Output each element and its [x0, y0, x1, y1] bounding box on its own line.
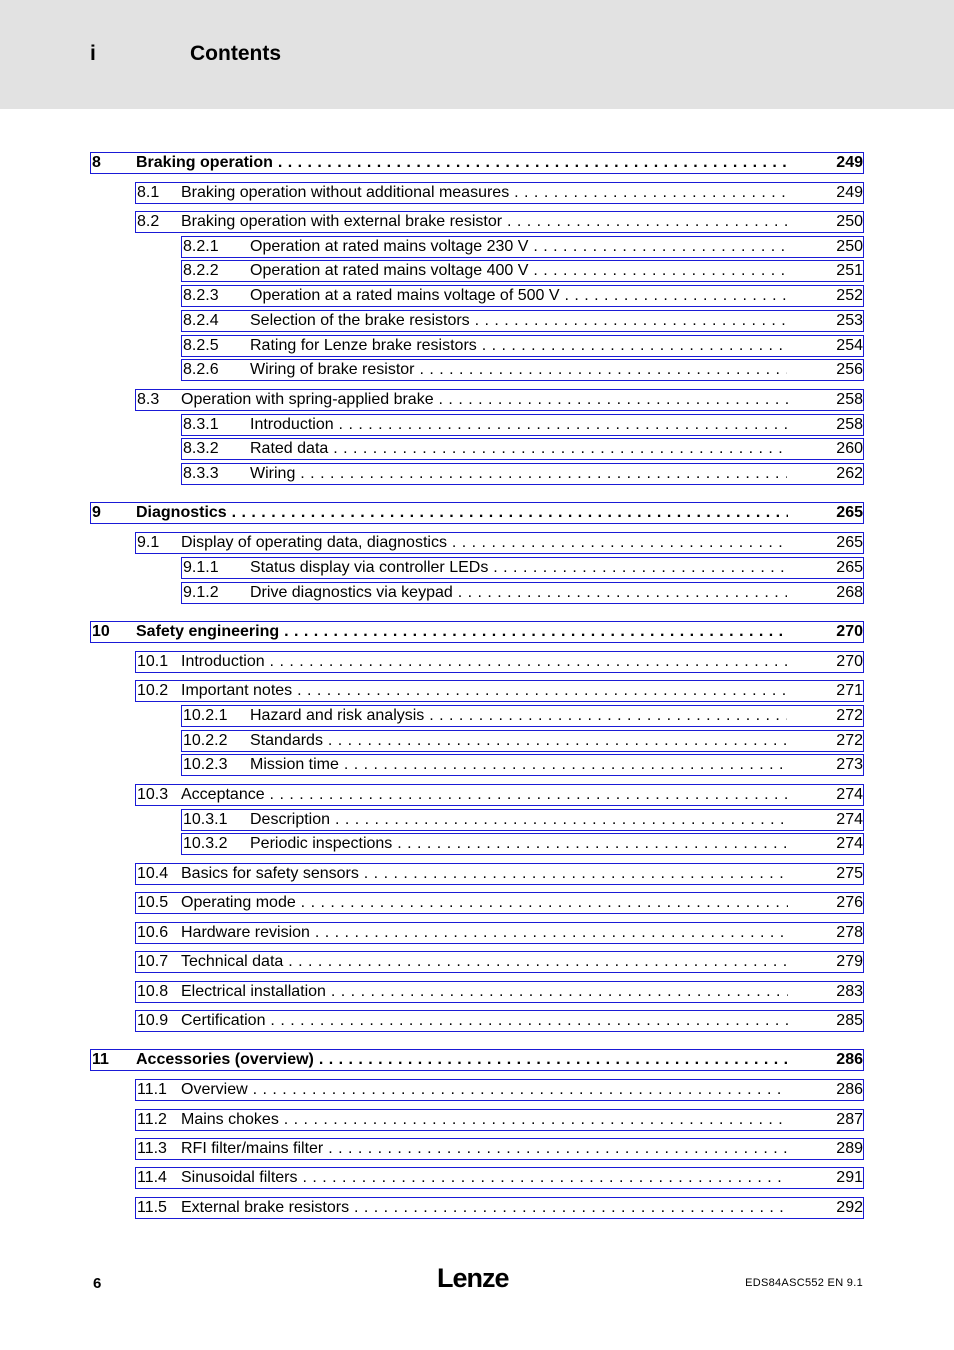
- toc-entry-page: 291: [836, 1169, 863, 1186]
- toc-entry-8-1[interactable]: [135, 182, 864, 204]
- toc-entry-number: 11.4: [137, 1169, 167, 1186]
- toc-entry-number: 10.3.2: [183, 835, 228, 852]
- toc-entry-title: Overview . . .: [181, 1080, 788, 1100]
- toc-entry-page: 272: [836, 707, 863, 724]
- toc-entry-title: Hazard and risk analysis . . .: [250, 706, 787, 726]
- toc-entry-page: 249: [836, 184, 863, 201]
- toc-entry-page: 254: [836, 337, 863, 354]
- toc-entry-title: Display of operating data, diagnostics . . .: [181, 533, 788, 553]
- toc-entry-page: 287: [836, 1111, 863, 1128]
- toc-entry-number: 10.2.3: [183, 756, 228, 773]
- toc-entry-page: 286: [836, 1051, 863, 1068]
- document-id: EDS84ASC552 EN 9.1: [745, 1277, 863, 1289]
- toc-entry-title: Description . . .: [250, 810, 787, 830]
- toc-entry-page: 256: [836, 361, 863, 378]
- toc-entry-page: 265: [836, 504, 863, 521]
- toc-entry-9-1-2[interactable]: [181, 582, 864, 604]
- toc-entry-title: Braking operation with external brake resistor . . .: [181, 212, 788, 232]
- toc-entry-8-2-6[interactable]: [181, 359, 864, 381]
- toc-entry-title: Wiring of brake resistor . . .: [250, 360, 787, 380]
- toc-entry-page: 270: [836, 623, 863, 640]
- toc-entry-number: 8: [92, 154, 101, 171]
- toc-entry-page: 289: [836, 1140, 863, 1157]
- toc-entry-number: 10.5: [137, 894, 169, 911]
- toc-entry-8-2-5[interactable]: [181, 335, 864, 357]
- toc-entry-title: Braking operation without additional measures . . .: [181, 183, 788, 203]
- toc-entry-title: Rating for Lenze brake resistors . . .: [250, 336, 787, 356]
- toc-entry-10-1[interactable]: [135, 651, 864, 673]
- toc-entry-title: Braking operation . . .: [136, 153, 788, 173]
- toc-entry-8[interactable]: [90, 152, 864, 174]
- toc-entry-title: Accessories (overview) . . .: [136, 1050, 788, 1070]
- toc-entry-title: Introduction . . .: [250, 415, 787, 435]
- toc-entry-page: 279: [836, 953, 863, 970]
- toc-entry-title: Operating mode . . .: [181, 893, 788, 913]
- toc-entry-page: 271: [836, 682, 863, 699]
- toc-entry-number: 11.2: [137, 1111, 167, 1128]
- toc-entry-title: Standards . . .: [250, 731, 787, 751]
- toc-entry-10-2-1[interactable]: [181, 705, 864, 727]
- toc-entry-number: 8.3.2: [183, 440, 219, 457]
- toc-entry-title: Mains chokes . . .: [181, 1110, 788, 1130]
- toc-entry-title: External brake resistors . . .: [181, 1198, 788, 1218]
- toc-entry-number: 8.2.3: [183, 287, 219, 304]
- toc-entry-number: 10.1: [137, 653, 169, 670]
- page-title: Contents: [190, 42, 281, 65]
- toc-entry-number: 10.4: [137, 865, 169, 882]
- toc-entry-10-3-2[interactable]: [181, 833, 864, 855]
- toc-entry-number: 8.3.3: [183, 465, 219, 482]
- toc-entry-number: 8.2: [137, 213, 160, 230]
- toc-entry-number: 8.3.1: [183, 416, 219, 433]
- toc-entry-number: 9.1: [137, 534, 160, 551]
- toc-entry-page: 262: [836, 465, 863, 482]
- toc-entry-9-1[interactable]: [135, 532, 864, 554]
- toc-entry-page: 249: [836, 154, 863, 171]
- toc-entry-8-3-3[interactable]: [181, 463, 864, 485]
- toc-entry-title: Diagnostics . . .: [136, 503, 788, 523]
- toc-entry-number: 11: [92, 1051, 109, 1068]
- toc-entry-number: 8.1: [137, 184, 160, 201]
- header-marker: i: [90, 42, 96, 65]
- toc-entry-page: 270: [836, 653, 863, 670]
- toc-entry-10-6[interactable]: [135, 922, 864, 944]
- toc-entry-page: 265: [836, 559, 863, 576]
- toc-entry-10-7[interactable]: [135, 951, 864, 973]
- toc-entry-number: 11.3: [137, 1140, 167, 1157]
- toc-entry-title: Introduction . . .: [181, 652, 788, 672]
- toc-entry-title: Selection of the brake resistors . . .: [250, 311, 787, 331]
- toc-entry-page: 260: [836, 440, 863, 457]
- toc-entry-title: Operation at rated mains voltage 230 V . . .: [250, 237, 787, 257]
- toc-entry-title: Certification . . .: [181, 1011, 788, 1031]
- toc-entry-8-3-1[interactable]: [181, 414, 864, 436]
- toc-entry-8-2[interactable]: [135, 211, 864, 233]
- toc-entry-number: 10.6: [137, 924, 169, 941]
- toc-entry-title: Electrical installation . . .: [181, 982, 788, 1002]
- toc-entry-page: 250: [836, 213, 863, 230]
- toc-entry-title: Important notes . . .: [181, 681, 788, 701]
- toc-entry-number: 10.8: [137, 983, 169, 1000]
- toc-entry-9-1-1[interactable]: [181, 557, 864, 579]
- toc-entry-10-2[interactable]: [135, 680, 864, 702]
- lenze-logo: Lenze: [437, 1263, 509, 1293]
- toc-entry-page: 283: [836, 983, 863, 1000]
- toc-entry-page: 265: [836, 534, 863, 551]
- toc-entry-10[interactable]: [90, 621, 864, 643]
- toc-entry-11-3[interactable]: [135, 1138, 864, 1160]
- toc-entry-10-5[interactable]: [135, 892, 864, 914]
- toc-entry-title: Sinusoidal filters . . .: [181, 1168, 788, 1188]
- toc-entry-page: 274: [836, 811, 863, 828]
- toc-entry-10-2-2[interactable]: [181, 730, 864, 752]
- toc-entry-number: 10: [92, 623, 110, 640]
- toc-entry-number: 10.2.1: [183, 707, 228, 724]
- toc-entry-number: 8.3: [137, 391, 160, 408]
- toc-entry-number: 10.7: [137, 953, 169, 970]
- toc-entry-number: 9: [92, 504, 101, 521]
- toc-entry-title: Operation with spring-applied brake . . .: [181, 390, 788, 410]
- toc-entry-title: Operation at rated mains voltage 400 V . . .: [250, 261, 787, 281]
- toc-entry-title: Periodic inspections . . .: [250, 834, 787, 854]
- toc-entry-page: 252: [836, 287, 863, 304]
- toc-entry-page: 286: [836, 1081, 863, 1098]
- toc-entry-page: 258: [836, 416, 863, 433]
- page-number: 6: [93, 1275, 102, 1292]
- toc-entry-10-2-3[interactable]: [181, 754, 864, 776]
- toc-entry-page: 250: [836, 238, 863, 255]
- toc-entry-page: 274: [836, 835, 863, 852]
- toc-entry-number: 11.5: [137, 1199, 167, 1216]
- toc-entry-page: 276: [836, 894, 863, 911]
- toc-entry-number: 10.3.1: [183, 811, 228, 828]
- toc-entry-title: Technical data . . .: [181, 952, 788, 972]
- toc-entry-8-3-2[interactable]: [181, 438, 864, 460]
- toc-entry-number: 8.2.4: [183, 312, 219, 329]
- toc-entry-title: Operation at a rated mains voltage of 500 V . . .: [250, 286, 787, 306]
- toc-entry-8-2-3[interactable]: [181, 285, 864, 307]
- toc-entry-10-3-1[interactable]: [181, 809, 864, 831]
- toc-entry-title: Safety engineering . . .: [136, 622, 788, 642]
- toc-entry-11[interactable]: [90, 1049, 864, 1071]
- toc-entry-page: 275: [836, 865, 863, 882]
- toc-entry-9[interactable]: [90, 502, 864, 524]
- toc-entry-number: 9.1.2: [183, 584, 219, 601]
- toc-entry-10-8[interactable]: [135, 981, 864, 1003]
- toc-entry-number: 8.2.5: [183, 337, 219, 354]
- toc-entry-10-9[interactable]: [135, 1010, 864, 1032]
- toc-entry-number: 8.2.1: [183, 238, 219, 255]
- toc-entry-8-2-2[interactable]: [181, 260, 864, 282]
- toc-entry-11-5[interactable]: [135, 1197, 864, 1219]
- toc-entry-title: Acceptance . . .: [181, 785, 788, 805]
- toc-entry-10-3[interactable]: [135, 784, 864, 806]
- toc-entry-page: 278: [836, 924, 863, 941]
- toc-entry-number: 10.2: [137, 682, 169, 699]
- toc-entry-number: 10.9: [137, 1012, 169, 1029]
- toc-entry-title: Hardware revision . . .: [181, 923, 788, 943]
- toc-entry-page: 251: [836, 262, 863, 279]
- toc-entry-number: 10.3: [137, 786, 169, 803]
- toc-entry-page: 292: [836, 1199, 863, 1216]
- toc-entry-page: 273: [836, 756, 863, 773]
- toc-entry-page: 274: [836, 786, 863, 803]
- toc-entry-8-2-4[interactable]: [181, 310, 864, 332]
- toc-entry-title: Status display via controller LEDs . . .: [250, 558, 787, 578]
- toc-entry-page: 268: [836, 584, 863, 601]
- toc-entry-page: 272: [836, 732, 863, 749]
- toc-entry-8-3[interactable]: [135, 389, 864, 411]
- toc-entry-title: Rated data . . .: [250, 439, 787, 459]
- toc-entry-title: Drive diagnostics via keypad . . .: [250, 583, 787, 603]
- toc-entry-title: RFI filter/mains filter . . .: [181, 1139, 788, 1159]
- toc-entry-title: Basics for safety sensors . . .: [181, 864, 788, 884]
- toc-entry-number: 8.2.2: [183, 262, 219, 279]
- toc-entry-number: 11.1: [137, 1081, 167, 1098]
- toc-entry-page: 258: [836, 391, 863, 408]
- toc-entry-11-2[interactable]: [135, 1109, 864, 1131]
- toc-entry-title: Mission time . . .: [250, 755, 787, 775]
- toc-entry-8-2-1[interactable]: [181, 236, 864, 258]
- toc-entry-number: 9.1.1: [183, 559, 219, 576]
- toc-entry-page: 253: [836, 312, 863, 329]
- toc-entry-number: 10.2.2: [183, 732, 228, 749]
- toc-entry-number: 8.2.6: [183, 361, 219, 378]
- toc-entry-11-1[interactable]: [135, 1079, 864, 1101]
- toc-entry-title: Wiring . . .: [250, 464, 787, 484]
- toc-entry-10-4[interactable]: [135, 863, 864, 885]
- toc-entry-page: 285: [836, 1012, 863, 1029]
- toc-entry-11-4[interactable]: [135, 1167, 864, 1189]
